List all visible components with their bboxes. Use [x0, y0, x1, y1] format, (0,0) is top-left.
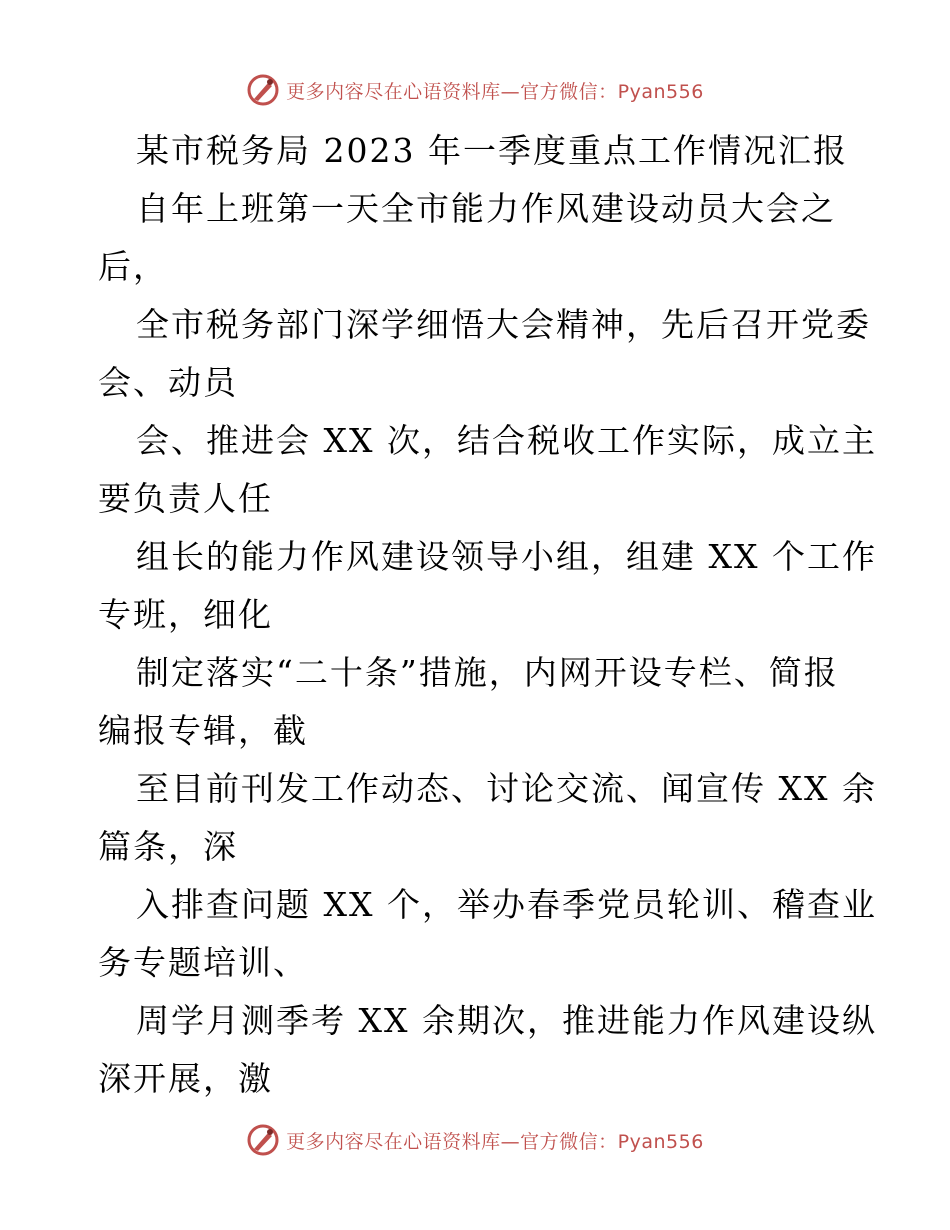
watermark-text: 更多内容尽在心语资料库—官方微信：Pyan556 [286, 80, 704, 103]
document-line: 自年上班第一天全市能力作风建设动员大会之 [136, 189, 836, 228]
document-line: 至目前刊发工作动态、讨论交流、闻宣传 XX 余 [136, 769, 877, 808]
document-line: 务专题培训、 [98, 943, 308, 982]
watermark-text: 更多内容尽在心语资料库—官方微信：Pyan556 [286, 1130, 704, 1153]
document-line: 周学月测季考 XX 余期次，推进能力作风建设纵 [136, 1001, 877, 1040]
document-line: 某市税务局 2023 年一季度重点工作情况汇报 [136, 131, 848, 170]
document-line: 组长的能力作风建设领导小组，组建 XX 个工作 [136, 537, 877, 576]
document-line: 会、推进会 XX 次，结合税收工作实际，成立主 [136, 421, 877, 460]
document-line: 后， [98, 247, 168, 286]
pen-logo-icon [246, 1123, 280, 1157]
document-line: 专班，细化 [98, 595, 273, 634]
document-line: 编报专辑，截 [98, 711, 308, 750]
pen-logo-icon [246, 73, 280, 107]
document-body [98, 122, 877, 1108]
document-line: 全市税务部门深学细悟大会精神，先后召开党委 [136, 305, 871, 344]
document-line: 要负责人任 [98, 479, 273, 518]
header-watermark [0, 70, 950, 110]
document-line: 制定落实“二十条”措施，内网开设专栏、简报 [136, 653, 839, 692]
document-line: 会、动员 [98, 363, 238, 402]
footer-watermark [0, 1120, 950, 1160]
document-line: 深开展，激 [98, 1059, 273, 1098]
document-line: 篇条，深 [98, 827, 238, 866]
document-line: 入排查问题 XX 个，举办春季党员轮训、稽查业 [136, 885, 877, 924]
